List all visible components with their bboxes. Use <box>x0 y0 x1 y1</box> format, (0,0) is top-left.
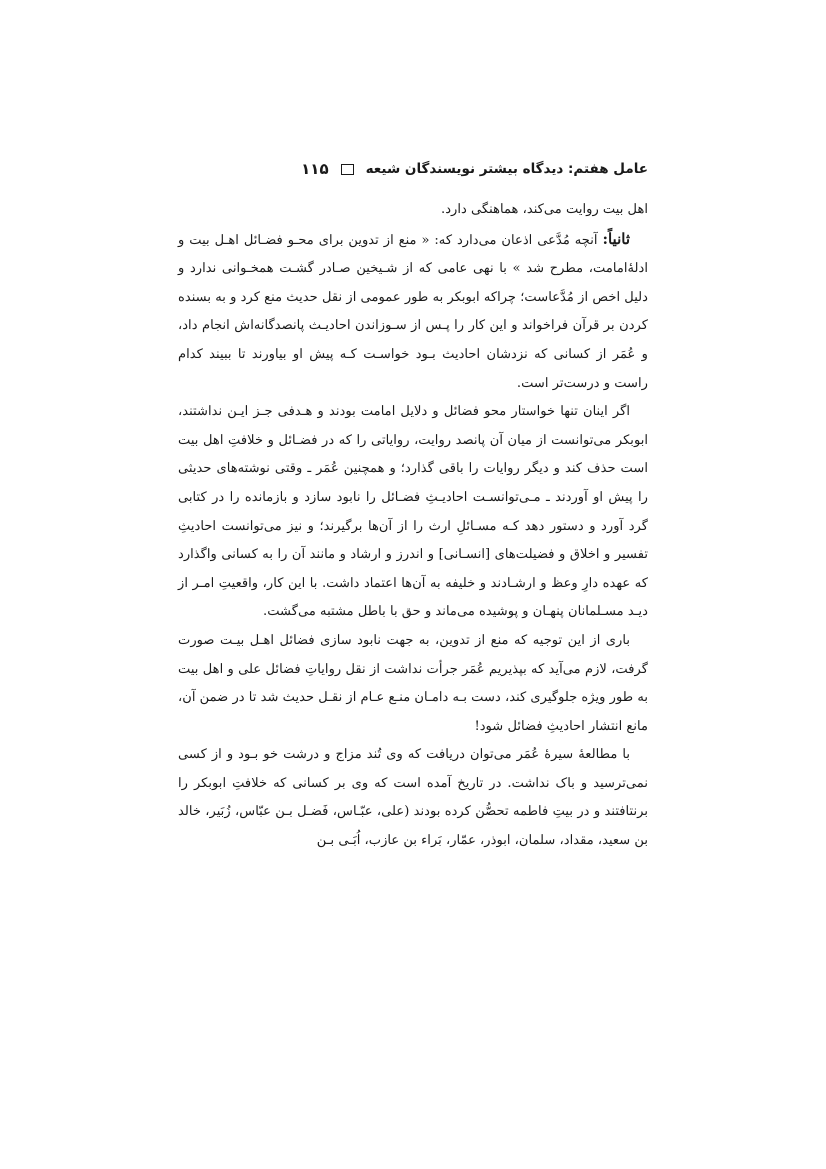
paragraph-4: باری از این توجیه که منع از تدوین، به جهت نابود سازی فضائل اهـل بیـت صورت گرفت، لازم می‌آید که بپذیریم عُمَر جرأت نداشت از نقل روایاتِ فضائل علی و اهل بیت به طور ویژه جلوگیری کند، دست بـه دامـان منـع عـام از نقـل حدیث شد تا در ضمن آن، مانع انتشار احادیثِ فضائل شود! <box>178 632 648 734</box>
page-number: ۱۱۵ <box>301 160 329 178</box>
paragraph-3: اگر اینان تنها خواستار محو فضائل و دلایل امامت بودند و هـدفی جـز ایـن نداشتند، ابوبکر می‌توانست از میان آن پانصد روایت، روایاتی را که در فضـائل و خلافتِ اهل بیت است حذف کند و دیگر روایات را باقی گذارد؛ و همچنین عُمَر ـ وقتی نوشته‌های حدیثی را پیش او آوردند ـ مـی‌توانسـت احادیـثِ فضـائل را نابود سازد و بازمانده را در کتابی گرد آورد و دستور دهد کـه مسـائلِ ارث را از آن‌ها برگیرند؛ و نیز می‌توانست احادیثِ تفسیر و اخلاق و فضیلت‌های [انسـانی] و اندرز و ارشاد و مانند آن را به کسانی واگذارد که عهده دارِ وعظ و ارشـادند و خلیفه به آن‌ها اعتماد داشت. با این کار، واقعیتِ امـر از دیـد مسـلمانان پنهـان و پوشیده می‌ماند و حق با باطل مشتبه می‌گشت. <box>178 404 648 620</box>
paragraph-lead: ثانیاً: <box>602 229 630 248</box>
paragraph-2-text: آنچه مُدَّعی اذعان می‌دارد که: « منع از تدوین برای محـو فضـائل اهـل بیت و ادلۀامامت، مطرح شد » با نهی عامی که از شـیخین صـادر گشـت همخـوانی ندارد و دلیل اخص از مُدَّعاست؛ چراکه ابوبکر به طور عمومی از نقل حدیث منع کرد و به بسنده کردن بر قرآن فراخواند و این کار را پـس از سـوزاندن احادیـث پانصدگانه‌اش انجام داد، و عُمَر از کسانی که نزدشان احادیث بـود خواسـت کـه پیش او بیاورند تا ببیند کدام راست و درست‌تر است. <box>178 232 648 391</box>
paragraph-1: اهل بیت روایت می‌کند، هماهنگی دارد. <box>441 202 648 217</box>
running-header <box>178 157 648 181</box>
body-text <box>178 196 648 856</box>
paragraph-5: با مطالعۀ سیرۀ عُمَر می‌توان دریافت که وی تُند مزاج و درشت خو بـود و از کسی نمی‌ترسید و باک نداشت. در تاریخ آمده است که وی بر کسانی که خلافتِ ابوبکر را برنتافتند و در بیتِ فاطمه تحصُّن کرده بودند (علی، عبّـاس، فَضـل بـن عبّاس، زُبَیر، خالد بن سعید، مقداد، سلمان، ابوذر، عمّار، بَراء بن عازب، اُبَـی بـن <box>178 747 648 849</box>
chapter-title: عامل هفتم: دیدگاه بیشتر نویسندگان شیعه <box>365 161 648 177</box>
paragraph-2 <box>178 225 648 399</box>
square-box-icon <box>341 164 354 175</box>
